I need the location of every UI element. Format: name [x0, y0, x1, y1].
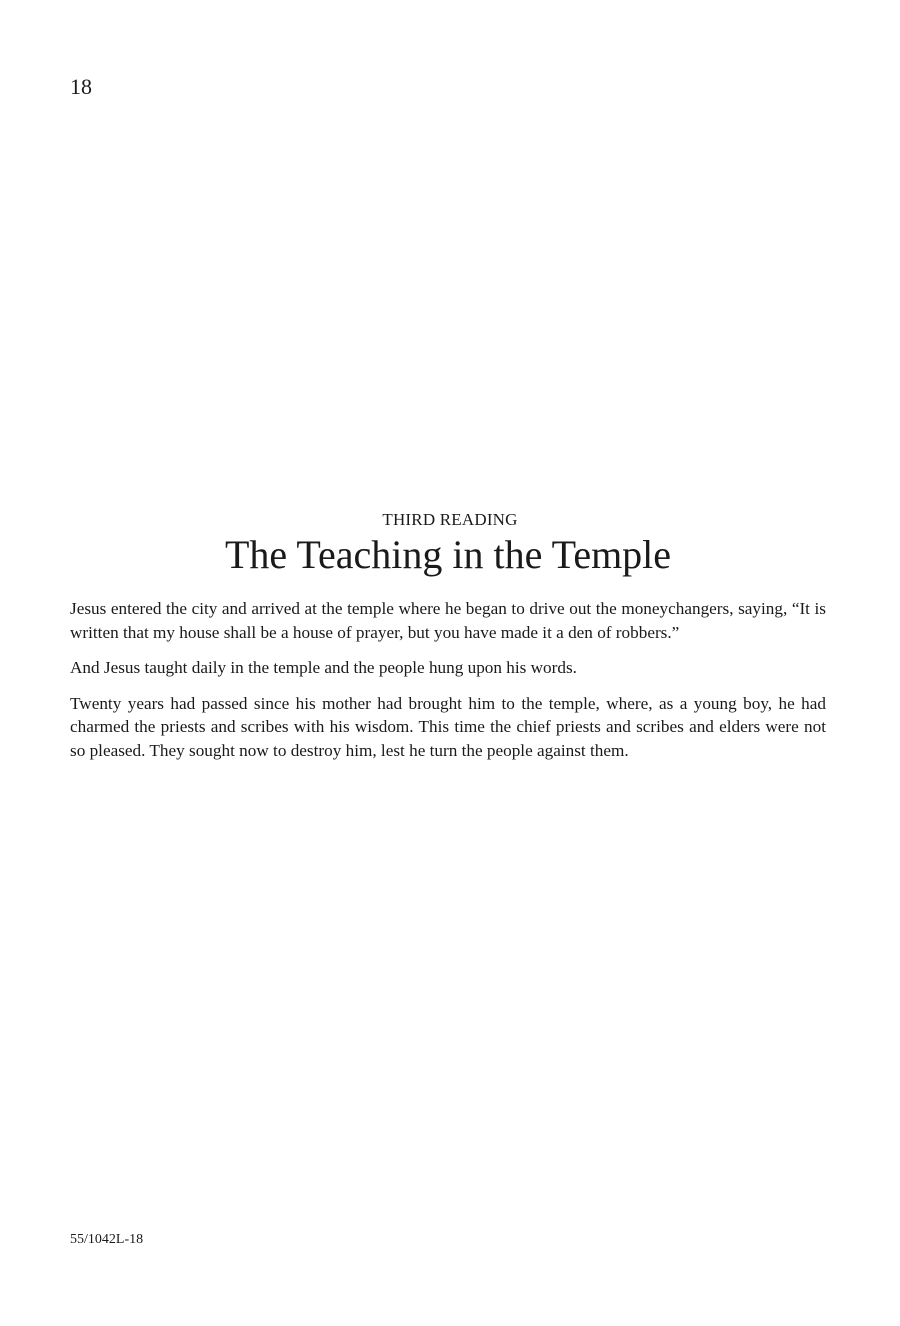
paragraph: And Jesus taught daily in the temple and the people hung upon his words. [70, 658, 577, 677]
paragraph: Twenty years had passed since his mother had brought him to the temple, where, as a young boy, he had charmed the priests and scribes with his wisdom. This time the chief priests and scribes and elders were not so pleased. They sought now to destroy him, lest he turn the people against them. [70, 693, 826, 760]
reading-body [70, 597, 826, 774]
reading-title: The Teaching in the Temple [224, 532, 672, 577]
reading-label: THIRD READING [382, 510, 518, 529]
paragraph: Jesus entered the city and arrived at the temple where he began to drive out the moneychangers, saying, “It is written that my house shall be a house of prayer, but you have made it a den of robbers.” [70, 599, 826, 642]
page-number: 18 [70, 74, 92, 99]
footer-code: 55/1042L-18 [70, 1232, 144, 1247]
